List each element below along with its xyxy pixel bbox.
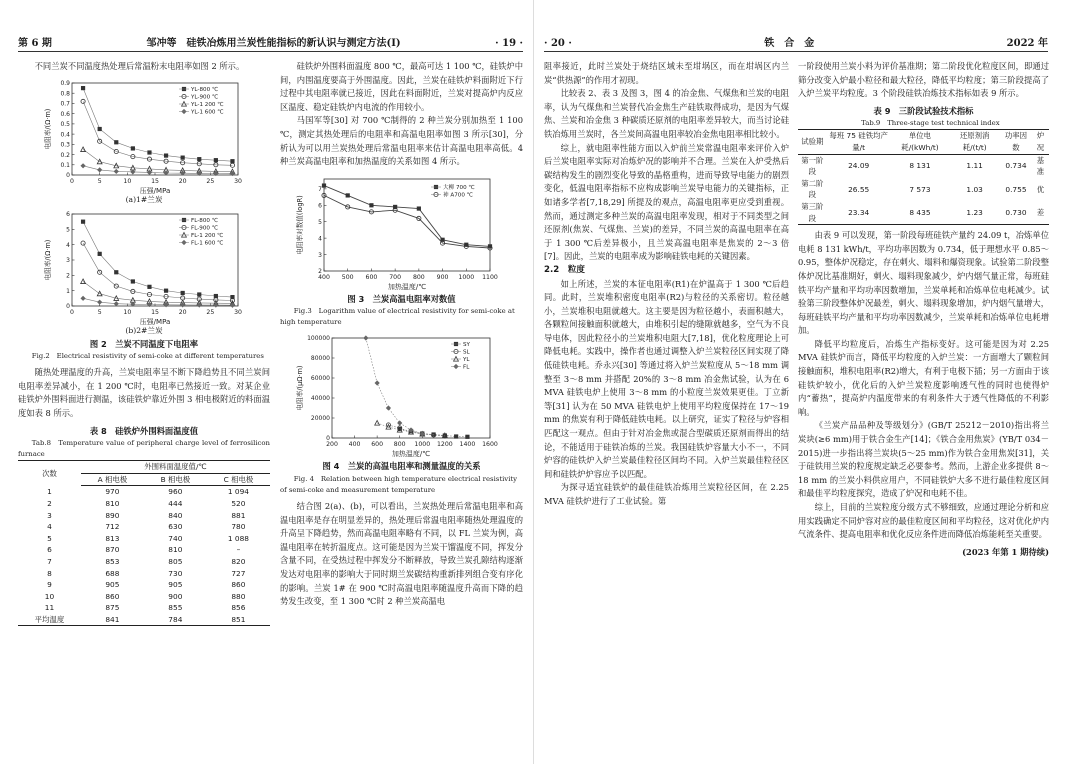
figure-4-caption: 图 4 兰炭的高温电阻率和测量温度的关系 (322, 461, 481, 472)
data-point (114, 168, 119, 173)
table-row (798, 201, 1049, 225)
legend-label: FL-800 ℃ (191, 217, 218, 224)
table-row (798, 178, 1049, 201)
table-cell: 第一阶段 (801, 155, 824, 177)
data-point (375, 421, 380, 426)
data-point (386, 406, 391, 411)
table-header: 外围料面温度值/℃ (81, 461, 270, 474)
table-row (18, 498, 270, 510)
data-point (375, 381, 380, 386)
table-cell: 856 (231, 603, 246, 613)
table-cell: 1 094 (227, 487, 249, 497)
x-tick-label: 20 (178, 308, 187, 316)
x-tick-label: 800 (393, 441, 406, 449)
table-cell: 860 (231, 580, 246, 590)
y-tick-label: 7 (318, 185, 322, 193)
paragraph: 结合图 2(a)、(b)，可以看出，兰炭热处理后常温电阻率和高温电阻率是存在明显差异的，热处理后常温电阻率随热处理温度的升高呈下降趋势，然而高温电阻率略有不同，以 FL 兰炭为例，高温电阻率在转折温度点。这可能是因为兰炭干馏温度不同，挥发分含量不同，在受热过程中挥发分不断释放，导致兰炭孔隙结构逐渐发达对电阻率的影响大于同时期兰炭碳结构重新排列组合变有序化的影响。兰炭 1# 在 900 ℃时高温电阻率随温度升高而下降的趋势发生改变，至 1 300 ℃时 2 种兰炭高温电 (280, 500, 523, 607)
data-point (214, 158, 218, 162)
data-point (147, 284, 151, 288)
figure-2a-label: (a)1#兰炭 (125, 194, 163, 204)
journal-name: 铁 合 金 (764, 38, 815, 49)
x-axis-label: 加热温度/℃ (391, 450, 431, 459)
data-point (131, 146, 135, 150)
figure-3-caption-en: Fig.3 Logarithm value of electrical resistivity for semi-coke at high temperature (280, 307, 515, 327)
legend-label: 大柳 700 ℃ (443, 184, 475, 191)
table-cell: 870 (105, 545, 120, 555)
x-tick-label: 500 (341, 273, 354, 281)
table-cell: 905 (168, 580, 183, 590)
data-point (230, 159, 234, 163)
table-cell: 0.730 (1000, 201, 1032, 225)
table-cell: 740 (168, 533, 183, 543)
figure-2-caption: 图 2 兰炭不同温度下电阻率 (89, 338, 199, 349)
paragraph: 阻率接近，此时兰炭处于烧结区域未至坩埚区，而在坩埚区内兰炭“供热源”的作用才初现。 (544, 61, 789, 85)
data-point (164, 288, 168, 292)
table-9-body (798, 154, 1049, 225)
table-cell: 444 (168, 498, 183, 508)
y-tick-label: 0 (66, 302, 70, 310)
data-point (164, 153, 168, 157)
paragraph: 由表 9 可以发现，第一阶段每班硅铁产量约 24.09 t，冶炼单位电耗 8 131 kWh/t，平均功率因数为 0.734，低于理想水平 0.85～0.95，整体炉况稳定，存在刺火、塌料和爆资现象。试验第二阶段整体炉况比基准期好，刺火、塌料现象减少，炉内烟气量正常，每班硅铁平均产量和平均功率因数增加，兰炭单耗和冶炼单位电耗减少。试验第三阶段整体炉况最差，刺火、塌料现象增加，炉内烟气量增大，每班硅铁平均产量和平均功率因数减少，兰炭单耗和冶炼单位电耗增加。 (798, 230, 1049, 336)
data-point (81, 99, 85, 103)
y-axis-label: 电阻率对数值(logR) (296, 195, 304, 255)
table-cell: 0.734 (1005, 161, 1027, 171)
data-point (322, 183, 326, 187)
table-cell: 8 (47, 568, 52, 578)
section-heading: 2.2 粒度 (544, 264, 586, 275)
table-header: B 相电极 (144, 473, 207, 486)
table-cell: 727 (231, 568, 246, 578)
table-row (18, 544, 270, 556)
table-cell: 第三阶段 (798, 201, 827, 225)
table-cell: 24.09 (848, 161, 870, 171)
journal-year: 2022 年 (1006, 38, 1048, 49)
series-line (388, 425, 445, 436)
y-tick-label: 6 (318, 202, 322, 210)
y-tick-label: 5 (66, 226, 70, 234)
table-cell: 1 (47, 487, 52, 497)
x-tick-label: 15 (151, 308, 159, 316)
data-point (181, 290, 185, 294)
table-cell: 784 (144, 614, 207, 626)
table-cell: 805 (168, 556, 183, 566)
figure-2a-chart (44, 77, 244, 195)
table-cell: 差 (1032, 201, 1049, 225)
data-point (81, 86, 85, 90)
series-line (83, 281, 232, 303)
figure-2b-chart (44, 208, 244, 326)
data-point (81, 219, 85, 223)
y-tick-label: 100000 (307, 335, 330, 343)
y-tick-label: 0.5 (60, 120, 70, 128)
table-cell: 0.755 (1005, 184, 1027, 194)
data-point (80, 163, 85, 168)
table-cell: 841 (81, 614, 144, 626)
table-cell: 813 (105, 533, 120, 543)
x-tick-label: 400 (318, 273, 330, 281)
legend-label: FL (463, 364, 470, 371)
table-8-body (18, 486, 270, 626)
left-column-1 (18, 60, 270, 750)
legend-label: YL (463, 357, 470, 364)
y-tick-label: 3 (318, 251, 322, 259)
table-cell: 851 (207, 614, 270, 626)
y-tick-label: 0.6 (60, 110, 70, 118)
data-point (81, 147, 86, 152)
data-point (147, 150, 151, 154)
figure-4-caption-en: Fig. 4 Relation between high temperature electrical resistivity of semi-coke and measurement temperature (280, 474, 518, 494)
x-tick-label: 600 (365, 273, 378, 281)
x-axis-label: 加热温度/℃ (387, 282, 427, 291)
paragraph: 如上所述，兰炭的本征电阻率(R1)在炉温高于 1 300 ℃后趋同。此时，兰炭堆积密度电阻率(R2)与粒径的关系密切。粒径越小，兰炭堆积电阻就越大。这主要是因为粒径越小，表面积越大，各颗粒间接触面积就越大，由堆积引起的缝隙就越多，空气为不良导电体，因此粒径小的兰炭堆积电阻大[7,18]，优化粒度理论上可降低电耗。实践中，操作者也通过调整入炉兰炭粒径区间实现了降低硅铁电耗。乔永兴[30] 等通过将入炉兰炭粒度从 5～18 mm 调整至 3～8 mm 并搭配 20%的 3～8 mm 冶金焦试验，认为在 6 MVA 硅铁电炉上使用 3～8 mm 的小粒度兰炭效果更佳。丁立新等[31] 认为在 50 MVA 硅铁电炉上使用平均粒度保持在 17～19 mm 的焦炭有利于降低硅铁电耗。以上研究，证实了粒径与炉容相匹配这一观点。但由于针对冶金焦或混合型碳质还原剂而得出的结论，不能适用于硅铁冶炼的兰炭。我国硅铁炉容量大小不一，不同炉容的硅铁炉入炉兰炭最佳粒径区间均不同。入炉兰炭最佳粒径区间和硅铁炉炉容应予以匹配。 (544, 278, 789, 479)
y-tick-label: 3 (66, 256, 70, 264)
table-header: 次数 (18, 461, 81, 486)
table-cell: 平均温度 (18, 614, 81, 626)
x-tick-label: 1400 (459, 441, 476, 449)
y-tick-label: 6 (66, 210, 70, 218)
table-header: 功率因数 (1000, 130, 1032, 154)
x-tick-label: 400 (348, 441, 361, 449)
table-9-caption-en: Tab.9 Three-stage test technical index (861, 119, 1000, 128)
y-tick-label: 2 (318, 267, 322, 275)
legend-label: 神 A700 ℃ (443, 192, 473, 199)
page-number: · 20 · (544, 38, 572, 49)
figure-4-chart (296, 332, 496, 458)
x-axis-label: 压强/MPa (139, 317, 171, 326)
paragraph: 硅铁炉外围料面温度 800 ℃，最高可达 1 100 ℃，硅铁炉中间，内围温度要高于外围温度。因此，兰炭在硅铁炉料面附近下行过程中其电阻率就已接近，因此在料面附近，兰炭对提高炉内反应区温度、稳定硅铁炉内电流的作用较小。 (280, 61, 523, 112)
table-cell: 2 (47, 498, 52, 508)
table-9-caption: 表 9 三阶段试验技术指标 (873, 105, 974, 116)
right-column-1 (544, 60, 789, 750)
x-tick-label: 1000 (458, 273, 475, 281)
table-cell: 7 573 (909, 184, 931, 194)
table-header: 单位电耗/(kWh/t) (891, 130, 950, 154)
table-header: 还原剂消耗/(t/t) (949, 130, 1000, 154)
table-row (18, 602, 270, 614)
table-cell: 4 (47, 522, 52, 532)
legend-label: FL-1 200 ℃ (191, 232, 224, 239)
table-cell: 26.55 (848, 184, 870, 194)
y-tick-label: 0 (66, 171, 70, 179)
data-point (397, 421, 402, 426)
table-row (18, 614, 270, 626)
figure-2-caption-en: Fig.2 Electrical resistivity of semi-coke at different temperatures (31, 352, 264, 361)
data-point (197, 157, 201, 161)
y-tick-label: 60000 (310, 375, 330, 383)
table-cell: 10 (44, 591, 55, 601)
y-tick-label: 20000 (310, 415, 330, 423)
data-point (197, 292, 201, 296)
y-tick-label: 80000 (310, 355, 330, 363)
y-tick-label: 0 (326, 435, 330, 443)
paragraph: 不同兰炭不同温度热处理后常温粉末电阻率如图 2 所示。 (34, 61, 245, 71)
table-cell: 23.34 (827, 201, 891, 225)
table-8 (18, 460, 270, 626)
table-row (18, 568, 270, 580)
table-cell: 基准 (1036, 155, 1045, 177)
x-tick-label: 0 (70, 308, 74, 316)
y-tick-label: 1 (66, 287, 70, 295)
right-column-2 (798, 60, 1049, 750)
table-9 (798, 129, 1049, 225)
table-cell: 820 (231, 556, 246, 566)
figure-3-caption: 图 3 兰炭高温电阻率对数值 (347, 293, 456, 304)
y-tick-label: 5 (318, 218, 322, 226)
x-tick-label: 0 (70, 177, 74, 185)
page-number: · 19 · (495, 38, 523, 49)
legend-label: YL-800 ℃ (191, 86, 219, 93)
data-point (363, 336, 368, 341)
data-point (369, 203, 373, 207)
table-cell: 11 (44, 603, 55, 613)
data-point (454, 435, 458, 439)
table-cell: 881 (231, 510, 246, 520)
y-axis-label: 电阻率/(μΩ·m) (296, 365, 304, 411)
series-line (324, 195, 490, 248)
table-cell: 780 (231, 522, 246, 532)
table-row (18, 556, 270, 568)
data-point (346, 193, 350, 197)
issue-number: 第 6 期 (18, 38, 52, 49)
legend-label: SY (463, 342, 470, 349)
table-row (18, 486, 270, 498)
y-tick-label: 0.4 (60, 130, 70, 138)
paragraph: 马国军等[30] 对 700 ℃制得的 2 种兰炭分别加热至 1 100 ℃，测定其热处理后的电阻率和高温电阻率如图 3 所示[30]，分析认为可以用兰炭热处理后常温电阻率来估计高温电阻率高低。4 种兰炭高温电阻率和加热温度的关系如图 4 所示。 (280, 115, 523, 167)
x-tick-label: 30 (234, 177, 242, 185)
x-tick-label: 700 (389, 273, 402, 281)
right-page (533, 0, 1066, 764)
paragraph: 为探寻适宜硅铁炉的最佳硅铁冶炼用兰炭粒径区间，在 2.25 MVA 硅铁炉进行了工业试验。第 (544, 482, 789, 506)
table-8-caption-en: Tab.8 Temperature value of peripheral charge level of ferrosilicon furnace (18, 439, 270, 459)
x-tick-label: 10 (123, 177, 132, 185)
table-cell: 1.03 (966, 184, 983, 194)
data-point (97, 299, 102, 304)
table-cell: 900 (168, 591, 183, 601)
table-cell: 7 (47, 556, 52, 566)
data-point (81, 279, 86, 284)
table-cell: 9 (47, 580, 52, 590)
x-tick-label: 15 (151, 177, 159, 185)
paragraph: 一阶段使用兰炭小料为评价基准期；第二阶段优化粒度区间，即通过筛分改变入炉最小粒径和最大粒径，降低平均粒度；第三阶段提高了入炉兰炭平均粒度。3 个阶段硅铁冶炼技术指标如表 9 所示。 (798, 61, 1049, 99)
table-cell: 第二阶段 (801, 178, 824, 200)
y-tick-label: 40000 (310, 395, 330, 403)
table-cell: 840 (168, 510, 183, 520)
legend-label: YL-1 600 ℃ (191, 109, 224, 116)
series-line (83, 243, 232, 300)
table-cell: 905 (105, 580, 120, 590)
series-line (366, 338, 422, 434)
table-cell: 8 131 (909, 161, 931, 171)
paragraph: 比较表 2、表 3 及图 3，图 4 的冶金焦、气煤焦和兰炭的电阻率，认为气煤焦和兰炭替代冶金焦生产硅铁取得成功，是因为气煤焦、兰炭和冶金焦 3 种碳质还原剂的电阻率差异较大，而当讨论硅铁冶炼用兰炭时，各兰炭间高温电阻率较冶金焦电阻率相比较小。 (544, 88, 789, 139)
x-tick-label: 1200 (436, 441, 453, 449)
data-point (181, 155, 185, 159)
table-row (18, 591, 270, 603)
data-point (114, 140, 118, 144)
table-cell: 5 (47, 533, 52, 543)
table-8-caption: 表 8 硅铁炉外围料面温度值 (89, 425, 199, 436)
table-cell: 1 088 (227, 533, 249, 543)
table-cell: 860 (105, 591, 120, 601)
table-cell: 1.23 (949, 201, 1000, 225)
table-row (18, 521, 270, 533)
x-tick-label: 200 (326, 441, 338, 449)
table-cell: 730 (168, 568, 183, 578)
legend-label: YL-900 ℃ (191, 94, 219, 101)
x-tick-label: 10 (123, 308, 132, 316)
data-point (417, 206, 421, 210)
paragraph: 综上，就电阻率性能方面以入炉前兰炭常温电阻率来评价入炉后兰炭电阻率实际对冶炼炉况的影响并不合理。兰炭在入炉受热后碳结构发生的剧烈变化导致的晶格重构，进而导致导电能力的剧烈变化，低温电阻率指标不应构成影响兰炭导电能力的关键指标，正如诸多学者[7,18,29] 所提及的观点，高温电阻率更应受到重视。然而，通过测定多种兰炭的高温电阻率发现，相对于不同类型之间还原剂(焦炭、气煤焦、兰炭)的差异，不同兰炭的高温电阻率在高于 1 300 ℃后差异极小，且兰炭高温电阻率是焦炭的 2～3 倍[7]。因此，兰炭的电阻率成为影响硅铁电耗的关键因素。 (544, 142, 789, 262)
x-tick-label: 5 (97, 177, 102, 185)
table-cell: 875 (105, 603, 120, 613)
y-tick-label: 0.8 (60, 90, 70, 98)
table-cell: 960 (168, 487, 183, 497)
y-axis-label: 电阻率/(Ω·m) (44, 108, 52, 149)
table-cell: 688 (105, 568, 120, 578)
y-tick-label: 4 (318, 235, 322, 243)
paragraph: 降低平均粒度后，冶炼生产指标变好。这可能是因为对 2.25 MVA 硅铁炉而言，降低平均粒度的入炉兰炭：一方面增大了颗粒间接触面积，堆积电阻率(R2)增大，有利于电极下插；另一方面由于该硅铁炉较小，优化后的入炉兰炭粒度影响透气性的同时也使得炉内“蓄热”，提高炉内温度带来的有利条件大于透气性降低的不利影响。 (798, 338, 1049, 417)
y-tick-label: 0.3 (60, 141, 70, 149)
table-cell: 712 (105, 522, 120, 532)
x-tick-label: 25 (206, 177, 215, 185)
left-column-2 (280, 60, 523, 750)
data-point (98, 126, 102, 130)
x-tick-label: 25 (206, 308, 215, 316)
data-point (80, 295, 85, 300)
x-tick-label: 1100 (482, 273, 498, 281)
x-tick-label: 5 (97, 308, 102, 316)
left-running-header (18, 34, 523, 52)
table-cell: 6 (47, 545, 52, 555)
right-running-header (544, 34, 1048, 52)
table-cell: 优 (1036, 184, 1045, 194)
legend-label: FL-900 ℃ (191, 225, 218, 232)
table-cell: 855 (168, 603, 183, 613)
data-point (97, 167, 102, 172)
data-point (131, 279, 135, 283)
y-tick-label: 0.1 (60, 161, 70, 169)
figure-3-chart (296, 173, 496, 291)
table-header: 每班 75 硅铁均产量/t (827, 130, 891, 154)
x-tick-label: 800 (412, 273, 425, 281)
x-tick-label: 30 (234, 308, 242, 316)
paragraph: 《兰炭产品品种及等级划分》(GB/T 25212－2010)指出将兰炭块(≥6 mm)用于铁合金生产[14]；《铁合金用焦炭》(YB/T 034－2015)进一步指出将兰炭块(5～25 mm)作为铁合金用焦炭[31]，关于硅铁用兰炭的粒度规定缺乏必要参考。然而，上游企业多提供 8～18 mm 的兰炭小料供应用户，不同硅铁炉大多不进行最佳粒度区间和最佳平均粒度探究，造成了炉况和电耗不佳。 (798, 420, 1049, 499)
article-running-title: 邹冲等 硅铁冶炼用兰炭性能指标的新认识与测定方法(Ⅰ) (146, 38, 401, 49)
x-tick-label: 20 (178, 177, 187, 185)
data-point (114, 270, 118, 274)
data-point (465, 435, 469, 439)
y-tick-label: 0.7 (60, 100, 70, 108)
table-cell: 970 (105, 487, 120, 497)
table-cell: – (236, 545, 241, 555)
table-cell: 520 (231, 498, 246, 508)
data-point (114, 301, 119, 306)
paragraph: 随热处理温度的升高，兰炭电阻率呈不断下降趋势且不同兰炭间电阻率差异减小，在 1 200 ℃时，电阻率已然接近一致。对某企业硅铁炉外围料面进行测温，该硅铁炉靠近外围 3 相电极附近的料面温度如表 8 所示。 (18, 367, 270, 418)
table-cell: 1.11 (966, 161, 983, 171)
figure-2b-label: (b)2#兰炭 (125, 325, 163, 335)
y-tick-label: 4 (66, 241, 70, 249)
table-header: C 相电极 (207, 473, 270, 486)
table-row (18, 533, 270, 545)
table-cell: 810 (105, 498, 120, 508)
table-header: 试验期 (798, 130, 827, 154)
table-cell: 890 (105, 510, 120, 520)
x-tick-label: 1600 (482, 441, 498, 449)
y-tick-label: 0.2 (60, 151, 70, 159)
table-row (18, 579, 270, 591)
table-cell: 8 435 (891, 201, 950, 225)
x-axis-label: 压强/MPa (139, 186, 171, 195)
x-tick-label: 900 (436, 273, 449, 281)
y-tick-label: 0.9 (60, 79, 70, 87)
table-cell: 810 (168, 545, 183, 555)
x-tick-label: 1000 (414, 441, 431, 449)
table-row (18, 510, 270, 522)
table-row (798, 154, 1049, 178)
table-9-header-row (798, 130, 1049, 154)
paragraph: 综上，目前的兰炭粒度分级方式不够细致，应通过理论分析和应用实践确定不同炉容对应的最佳粒度区间和平均粒径，这对优化炉内气流条件、提高电阻率和优化反应条件进而降低冶炼能耗至关重要。 (798, 502, 1049, 540)
x-tick-label: 600 (371, 441, 384, 449)
y-axis-label: 电阻率/(Ω·m) (44, 239, 52, 280)
table-cell: 3 (47, 510, 52, 520)
legend-label: YL-1 200 ℃ (191, 101, 224, 108)
legend-label: FL-1 600 ℃ (191, 240, 224, 247)
table-cell: 630 (168, 522, 183, 532)
data-point (98, 251, 102, 255)
table-cell: 880 (231, 591, 246, 601)
y-tick-label: 2 (66, 272, 70, 280)
table-header: A 相电极 (81, 473, 144, 486)
table-cell: 853 (105, 556, 120, 566)
legend-label: SL (463, 349, 470, 356)
table-header: 炉况 (1032, 130, 1049, 154)
to-be-continued-note: (2023 年第 1 期待续) (962, 546, 1049, 557)
